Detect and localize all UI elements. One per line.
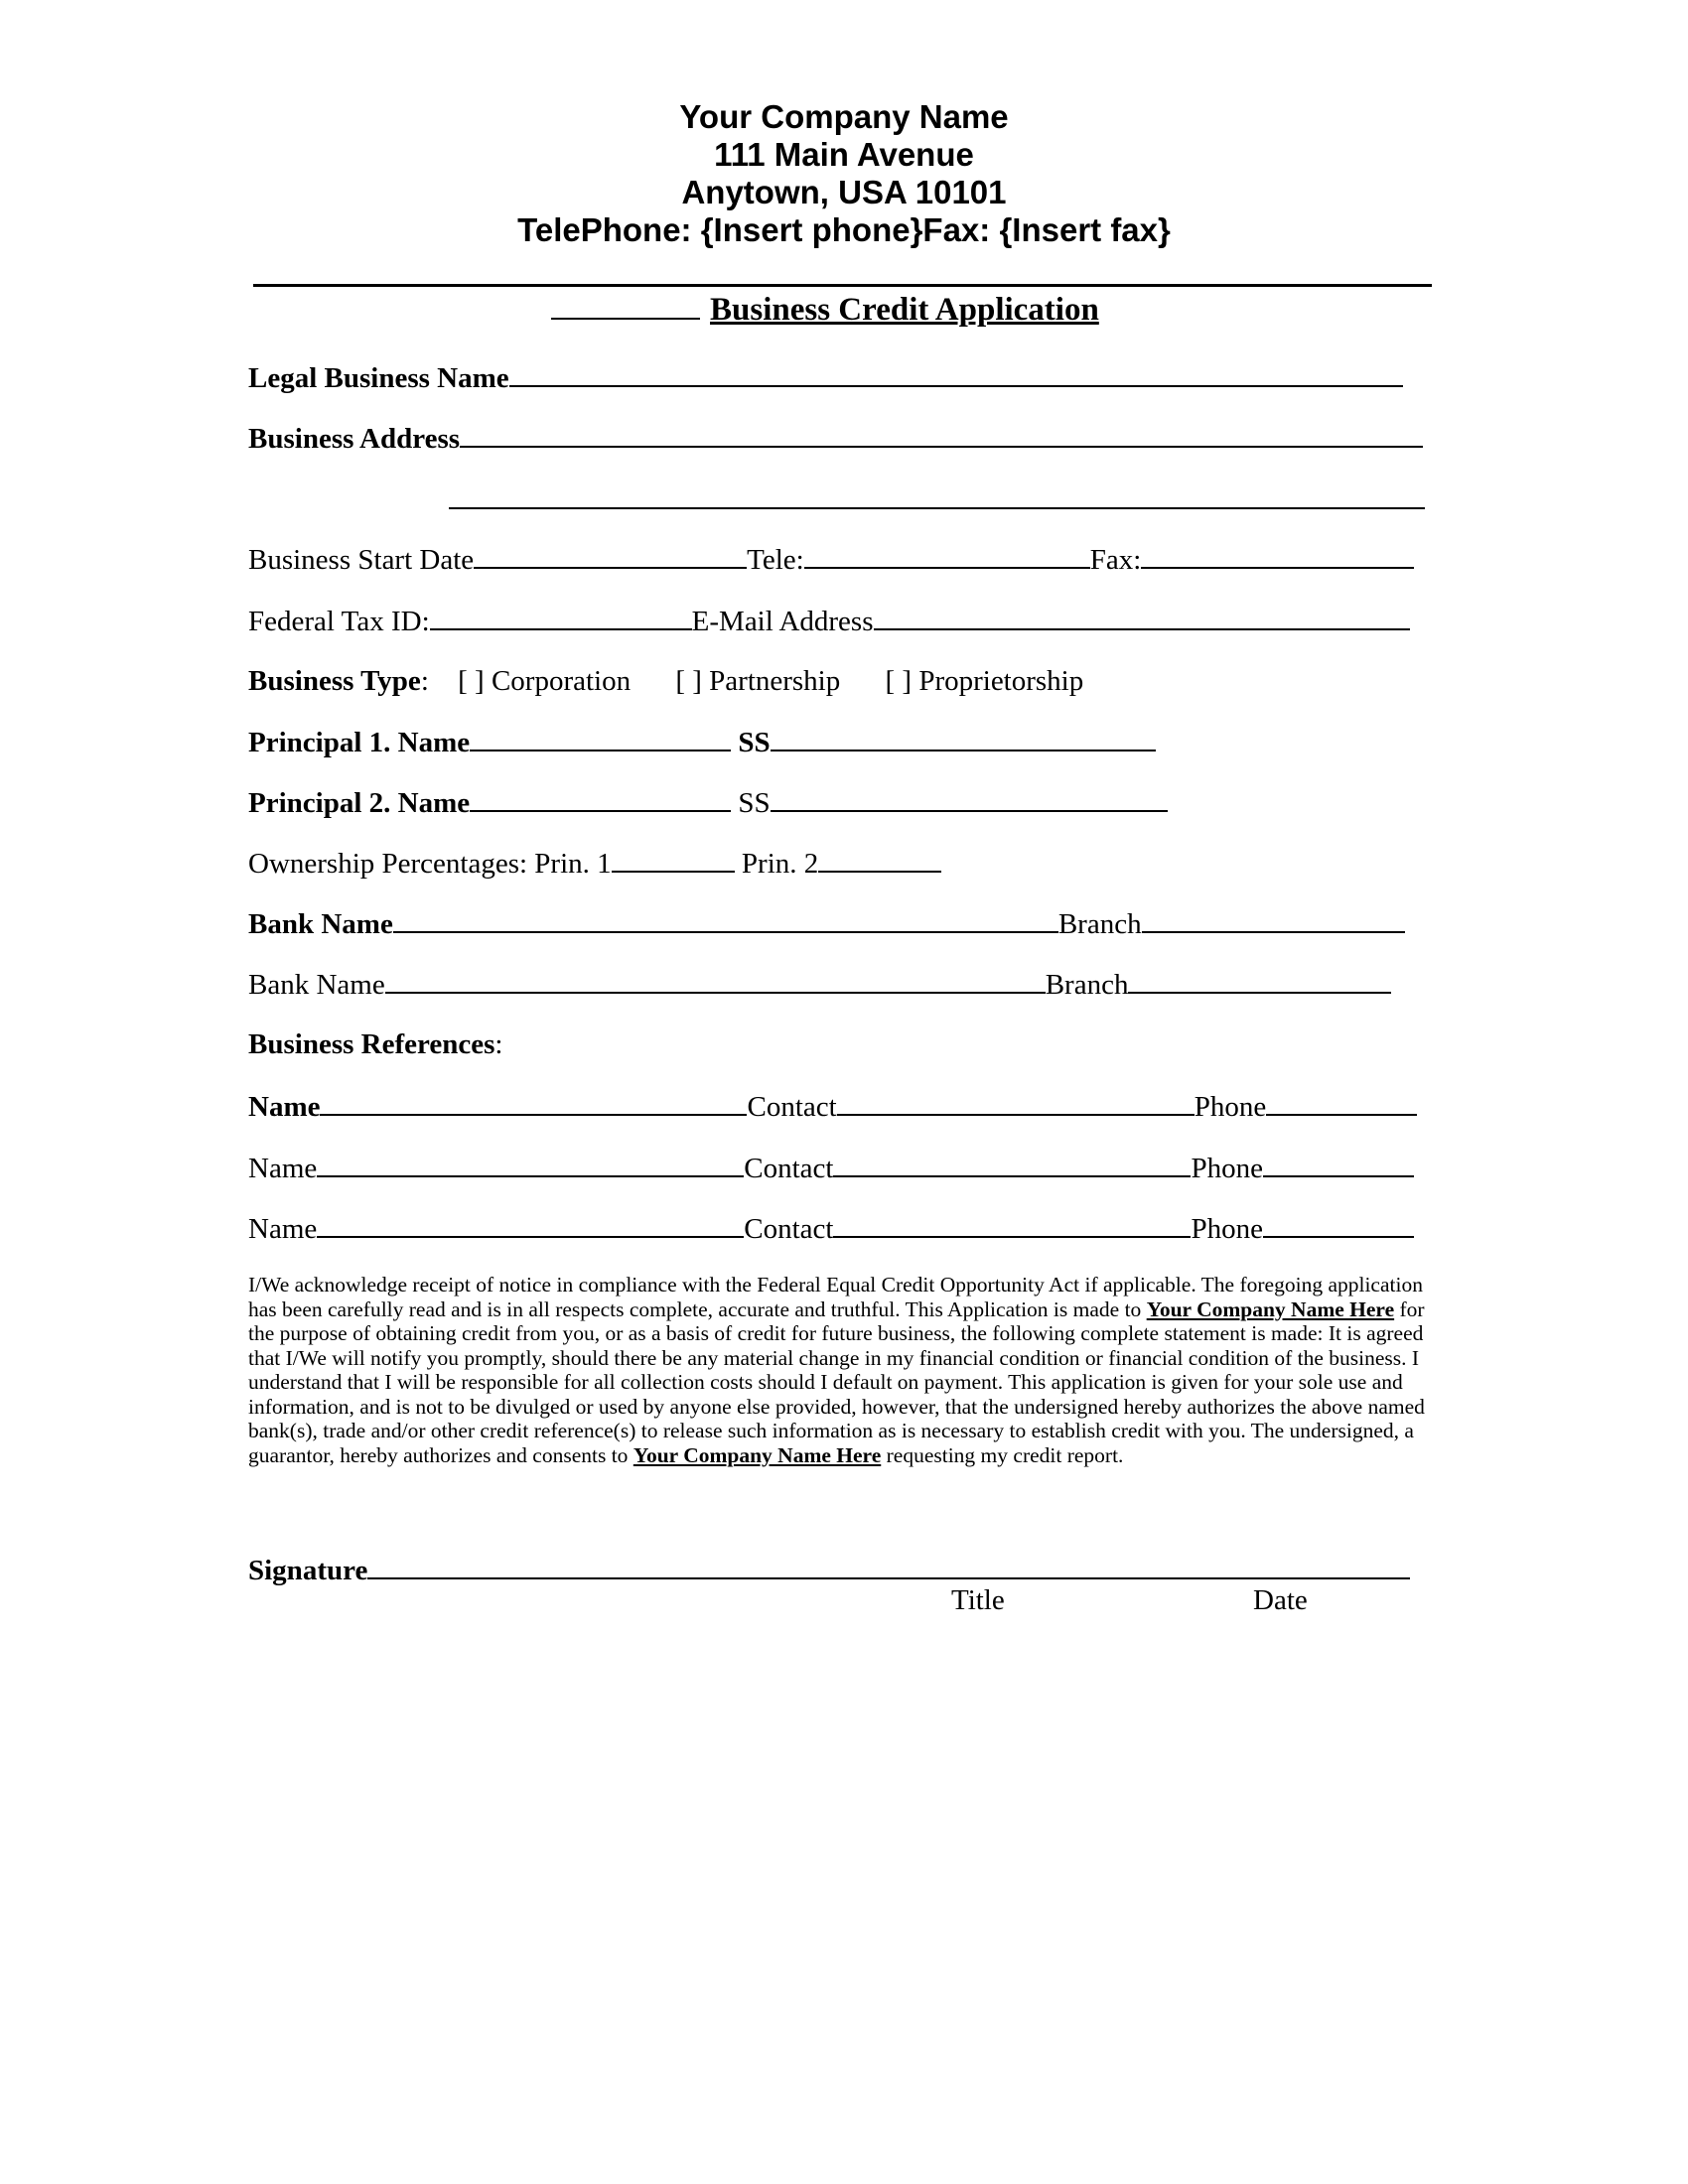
prin-2-label: Prin. 2 xyxy=(741,848,819,880)
branch-1-field[interactable] xyxy=(1142,905,1405,933)
reference-2-name-label: Name xyxy=(248,1153,318,1184)
reference-row-1 xyxy=(248,1088,1417,1125)
business-address-label: Business Address xyxy=(248,423,461,455)
reference-2-name-field[interactable] xyxy=(317,1150,744,1177)
principal-2-row xyxy=(248,784,1168,821)
bank-2-row xyxy=(248,966,1391,1003)
principal-1-ss-field[interactable] xyxy=(771,724,1156,751)
acknowledgement-paragraph xyxy=(248,1273,1440,1467)
reference-2-contact-label: Contact xyxy=(744,1153,834,1184)
partnership-checkbox[interactable]: [ ] Partnership xyxy=(675,665,841,697)
bank-name-1-field[interactable] xyxy=(393,905,1058,933)
reference-1-name-field[interactable] xyxy=(320,1088,747,1116)
reference-row-2 xyxy=(248,1150,1414,1186)
federal-tax-id-label: Federal Tax ID: xyxy=(248,606,430,637)
business-address-field[interactable] xyxy=(460,420,1423,448)
branch-2-label: Branch xyxy=(1045,969,1129,1001)
fax-label: Fax: xyxy=(1089,544,1142,576)
federal-tax-id-field[interactable] xyxy=(430,603,692,630)
reference-3-contact-field[interactable] xyxy=(833,1210,1191,1238)
signature-title-label: Title xyxy=(951,1584,1005,1616)
acknowledgement-part-2: for the purpose of obtaining credit from you, or as a basis of credit for future business, the following complete statement is made: It is agreed that I/We will notify you promptly, should there be any material change in my financial condition or financial condition of the business. I understand that I will be responsible for all collection costs should I default on payment. This application is given for your sole use and information, and is not to be divulged or used by anyone else provided, however, that the undersigned hereby authorizes the above named bank(s), trade and/or other credit reference(s) to release such information as is necessary to establish credit with you. The undersigned, a guarantor, hereby authorizes and consents to xyxy=(248,1297,1425,1467)
bank-name-2-field[interactable] xyxy=(385,966,1046,994)
signature-label: Signature xyxy=(248,1555,368,1586)
reference-2-contact-field[interactable] xyxy=(833,1150,1191,1177)
company-name-reference-2: Your Company Name Here xyxy=(633,1442,882,1467)
business-type-label: Business Type xyxy=(248,665,421,697)
principal-2-ss-field[interactable] xyxy=(771,784,1168,812)
reference-1-contact-label: Contact xyxy=(747,1091,837,1123)
corporation-checkbox[interactable]: [ ] Corporation xyxy=(458,665,632,697)
legal-business-name-label: Legal Business Name xyxy=(248,362,509,394)
principal-1-name-label: Principal 1. Name xyxy=(248,727,471,758)
bank-name-2-label: Bank Name xyxy=(248,969,385,1001)
reference-3-contact-label: Contact xyxy=(744,1213,834,1245)
prin-1-percentage-field[interactable] xyxy=(612,845,735,873)
reference-1-phone-label: Phone xyxy=(1194,1091,1267,1123)
branch-1-label: Branch xyxy=(1057,908,1142,940)
reference-row-3 xyxy=(248,1210,1414,1247)
company-city: Anytown, USA 10101 xyxy=(681,174,1007,210)
reference-2-phone-label: Phone xyxy=(1191,1153,1263,1184)
email-address-label: E-Mail Address xyxy=(691,606,874,637)
business-type-row xyxy=(248,663,1083,699)
bank-1-row xyxy=(248,905,1405,942)
tele-label: Tele: xyxy=(747,544,804,576)
signature-date-label: Date xyxy=(1253,1584,1308,1616)
business-address-line2-row xyxy=(449,481,1425,518)
tele-field[interactable] xyxy=(804,541,1090,569)
principal-1-row xyxy=(248,724,1156,760)
ownership-percentages-label: Ownership Percentages: Prin. 1 xyxy=(248,848,612,880)
form-title: Business Credit Application xyxy=(710,292,1099,328)
company-name-reference-1: Your Company Name Here xyxy=(1146,1297,1395,1321)
business-start-date-field[interactable] xyxy=(474,541,747,569)
prin-2-percentage-field[interactable] xyxy=(818,845,941,873)
principal-1-name-field[interactable] xyxy=(470,724,731,751)
company-name: Your Company Name xyxy=(679,98,1009,135)
branch-2-field[interactable] xyxy=(1128,966,1391,994)
reference-1-name-label: Name xyxy=(248,1091,321,1123)
ownership-row xyxy=(248,845,941,882)
principal-2-name-field[interactable] xyxy=(470,784,731,812)
company-contact: TelePhone: {Insert phone}Fax: {Insert fax} xyxy=(517,211,1171,248)
start-date-row xyxy=(248,541,1414,578)
business-type-colon: : xyxy=(420,665,429,697)
business-address-row xyxy=(248,420,1423,457)
principal-2-ss-label: SS xyxy=(738,787,771,819)
company-address: 111 Main Avenue xyxy=(714,136,974,173)
business-references-label: Business References xyxy=(248,1028,495,1060)
legal-business-name-field[interactable] xyxy=(509,359,1403,387)
legal-business-name-row xyxy=(248,359,1403,396)
reference-1-contact-field[interactable] xyxy=(837,1088,1195,1116)
business-start-date-label: Business Start Date xyxy=(248,544,475,576)
title-leading-blank xyxy=(551,286,700,320)
reference-2-phone-field[interactable] xyxy=(1263,1150,1414,1177)
acknowledgement-part-3: requesting my credit report. xyxy=(881,1442,1124,1467)
principal-1-ss-label: SS xyxy=(738,727,771,758)
form-title-line xyxy=(551,286,1099,330)
signature-row xyxy=(248,1552,1410,1588)
business-references-colon: : xyxy=(494,1028,503,1060)
reference-1-phone-field[interactable] xyxy=(1266,1088,1417,1116)
business-references-heading-row xyxy=(248,1026,502,1062)
reference-3-name-label: Name xyxy=(248,1213,318,1245)
reference-3-phone-label: Phone xyxy=(1191,1213,1263,1245)
bank-name-1-label: Bank Name xyxy=(248,908,393,940)
reference-3-phone-field[interactable] xyxy=(1263,1210,1414,1238)
reference-3-name-field[interactable] xyxy=(317,1210,744,1238)
principal-2-name-label: Principal 2. Name xyxy=(248,787,471,819)
fax-field[interactable] xyxy=(1141,541,1414,569)
acknowledgement-part-1: I/We acknowledge receipt of notice in compliance with the Federal Equal Credit Opportunity Act if applicable. The foregoing application has been carefully read and is in all respects complete, accurate and truthful. This Application is made to xyxy=(248,1273,1423,1321)
email-address-field[interactable] xyxy=(874,603,1410,630)
tax-id-row xyxy=(248,603,1410,639)
proprietorship-checkbox[interactable]: [ ] Proprietorship xyxy=(885,665,1084,697)
business-address-line2-field[interactable] xyxy=(449,481,1425,509)
signature-field[interactable] xyxy=(367,1552,1410,1579)
